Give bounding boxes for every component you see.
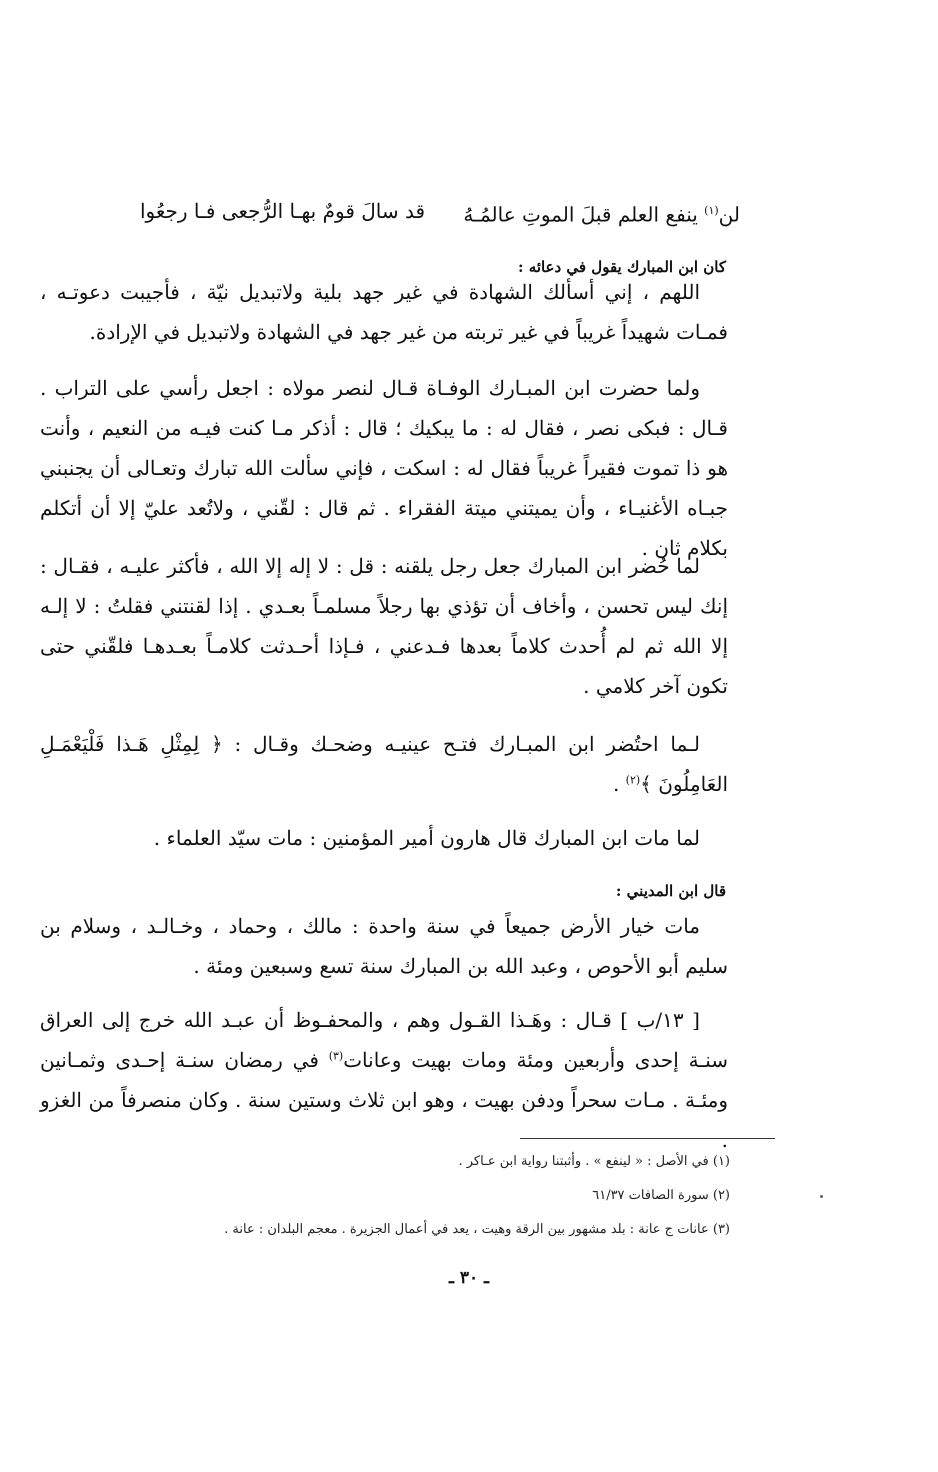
footnote-2: (٢) سورة الصافات ٦١/٣٧ (592, 1188, 730, 1203)
paragraph-prayer: اللهم ، إني أسألك الشهادة في غير جهد بلية ولاتبديل نيّة ، فأجيبت دعوتـه ، فمـات شهيداً غريباً في غير تربته من غير جهد في الشهادة ولاتبديل في الإرادة. (40, 280, 728, 344)
verse-first-rest: ينفع العلم قبلَ الموتِ عالمُـهُ (463, 202, 705, 227)
paragraph-correction (40, 1000, 728, 1160)
poetry-verse (140, 196, 740, 230)
paragraph-harun: لما مات ابن المبارك قال هارون أمير المؤمنين : مات سيّد العلماء . (153, 826, 700, 850)
quran-quote-end: . (612, 772, 626, 796)
paragraph-talqin: لما حُضر ابن المبارك جعل رجل يلقنه : قل : لا إله إلا الله ، فأكثر عليـه ، فقـال : إنك ليس تحسن ، وأخاف أن تؤذي بها رجلاً مسلمـاً بعـدي . إذا لقنتني فقلتُ : لا إلـه إلا الله ثم لم أُحدث كلاماً بعدها فـدعني ، فـإذا أحـدثت كلامـاً بعـدهـا فلقّني حتى تكون آخر كلامي . (40, 554, 728, 698)
section-heading-madini: قال ابن المديني : (615, 882, 726, 900)
footnote-separator (520, 1138, 775, 1139)
paragraph-year-of-death: مات خيار الأرض جميعاً في سنة واحدة : مالك ، وحماد ، وخـالـد ، وسلام بن سليم أبو الأحوص ، وعبد الله بن المبارك سنة تسع وسبعين ومئة . (40, 914, 728, 978)
verse-second-hemistich: قد سالَ قومٌ بهـا الرُّجعى فـا رجعُوا (140, 199, 426, 223)
page-number: ـ ٣٠ ـ (448, 1268, 490, 1288)
verse-first-word: لن (718, 202, 740, 227)
verse-first-hemistich (463, 196, 740, 230)
correction-text-start: [ ١٣/ب ] قـال : وهَـذا القـول وهم ، والمحفـوظ أن عبـد الله خرج إلى العراق سنـة إحدى وأربعين ومئة ومات بهيت وعانات (40, 1008, 728, 1072)
footnote-3: (٣) عانات ج عانة : بلد مشهور بين الرقة وهيت ، يعد في أعمال الجزيرة . معجم البلدان : عانة . (224, 1222, 730, 1237)
footnote-ref-2: (٢) (625, 773, 641, 787)
correction-text-end: في رمضان سنـة إحـدى وثمـانين ومئـة . مـات سحراً ودفن بهيت ، وهو ابن ثلاث وستين سنة . وكان منصرفاً من الغزو . (40, 1048, 728, 1152)
section-heading-prayer: كان ابن المبارك يقول في دعائه : (518, 258, 726, 276)
paragraph-quran-quote (40, 724, 728, 804)
paragraph-death-scene: ولما حضرت ابن المبـارك الوفـاة قـال لنصر مولاه : اجعل رأسي على التراب . قـال : فبكى نصر ، فقال له : ما يبكيك ؛ قال : أذكر مـا كنت فيـه من النعيم ، وأنت هو ذا تموت فقيراً غريباً فقال له : اسكت ، فإني سألت الله تبارك وتعـالى أن يجنبني جبـاه الأغنيـاء ، وأن يميتني ميتة الفقراء . ثم قال : لقّني ، ولاتُعد عليّ إلا أن أتكلم بكلام ثان . (40, 376, 728, 560)
scan-speck (820, 1195, 823, 1198)
quran-quote-text: لـما احتُضر ابن المبـارك فتـح عينيـه وضحـك وقـال : ﴿ لِمِثْلِ هَـذا فَلْيَعْمَـلِ العَامِلُونَ ﴾ (40, 732, 728, 796)
footnote-1: (١) في الأصل : « لينفع » . وأثبتنا رواية ابن عـاكر . (458, 1154, 730, 1169)
footnote-ref-1: (١) (704, 204, 719, 217)
footnote-ref-3: (٣) (328, 1049, 344, 1063)
